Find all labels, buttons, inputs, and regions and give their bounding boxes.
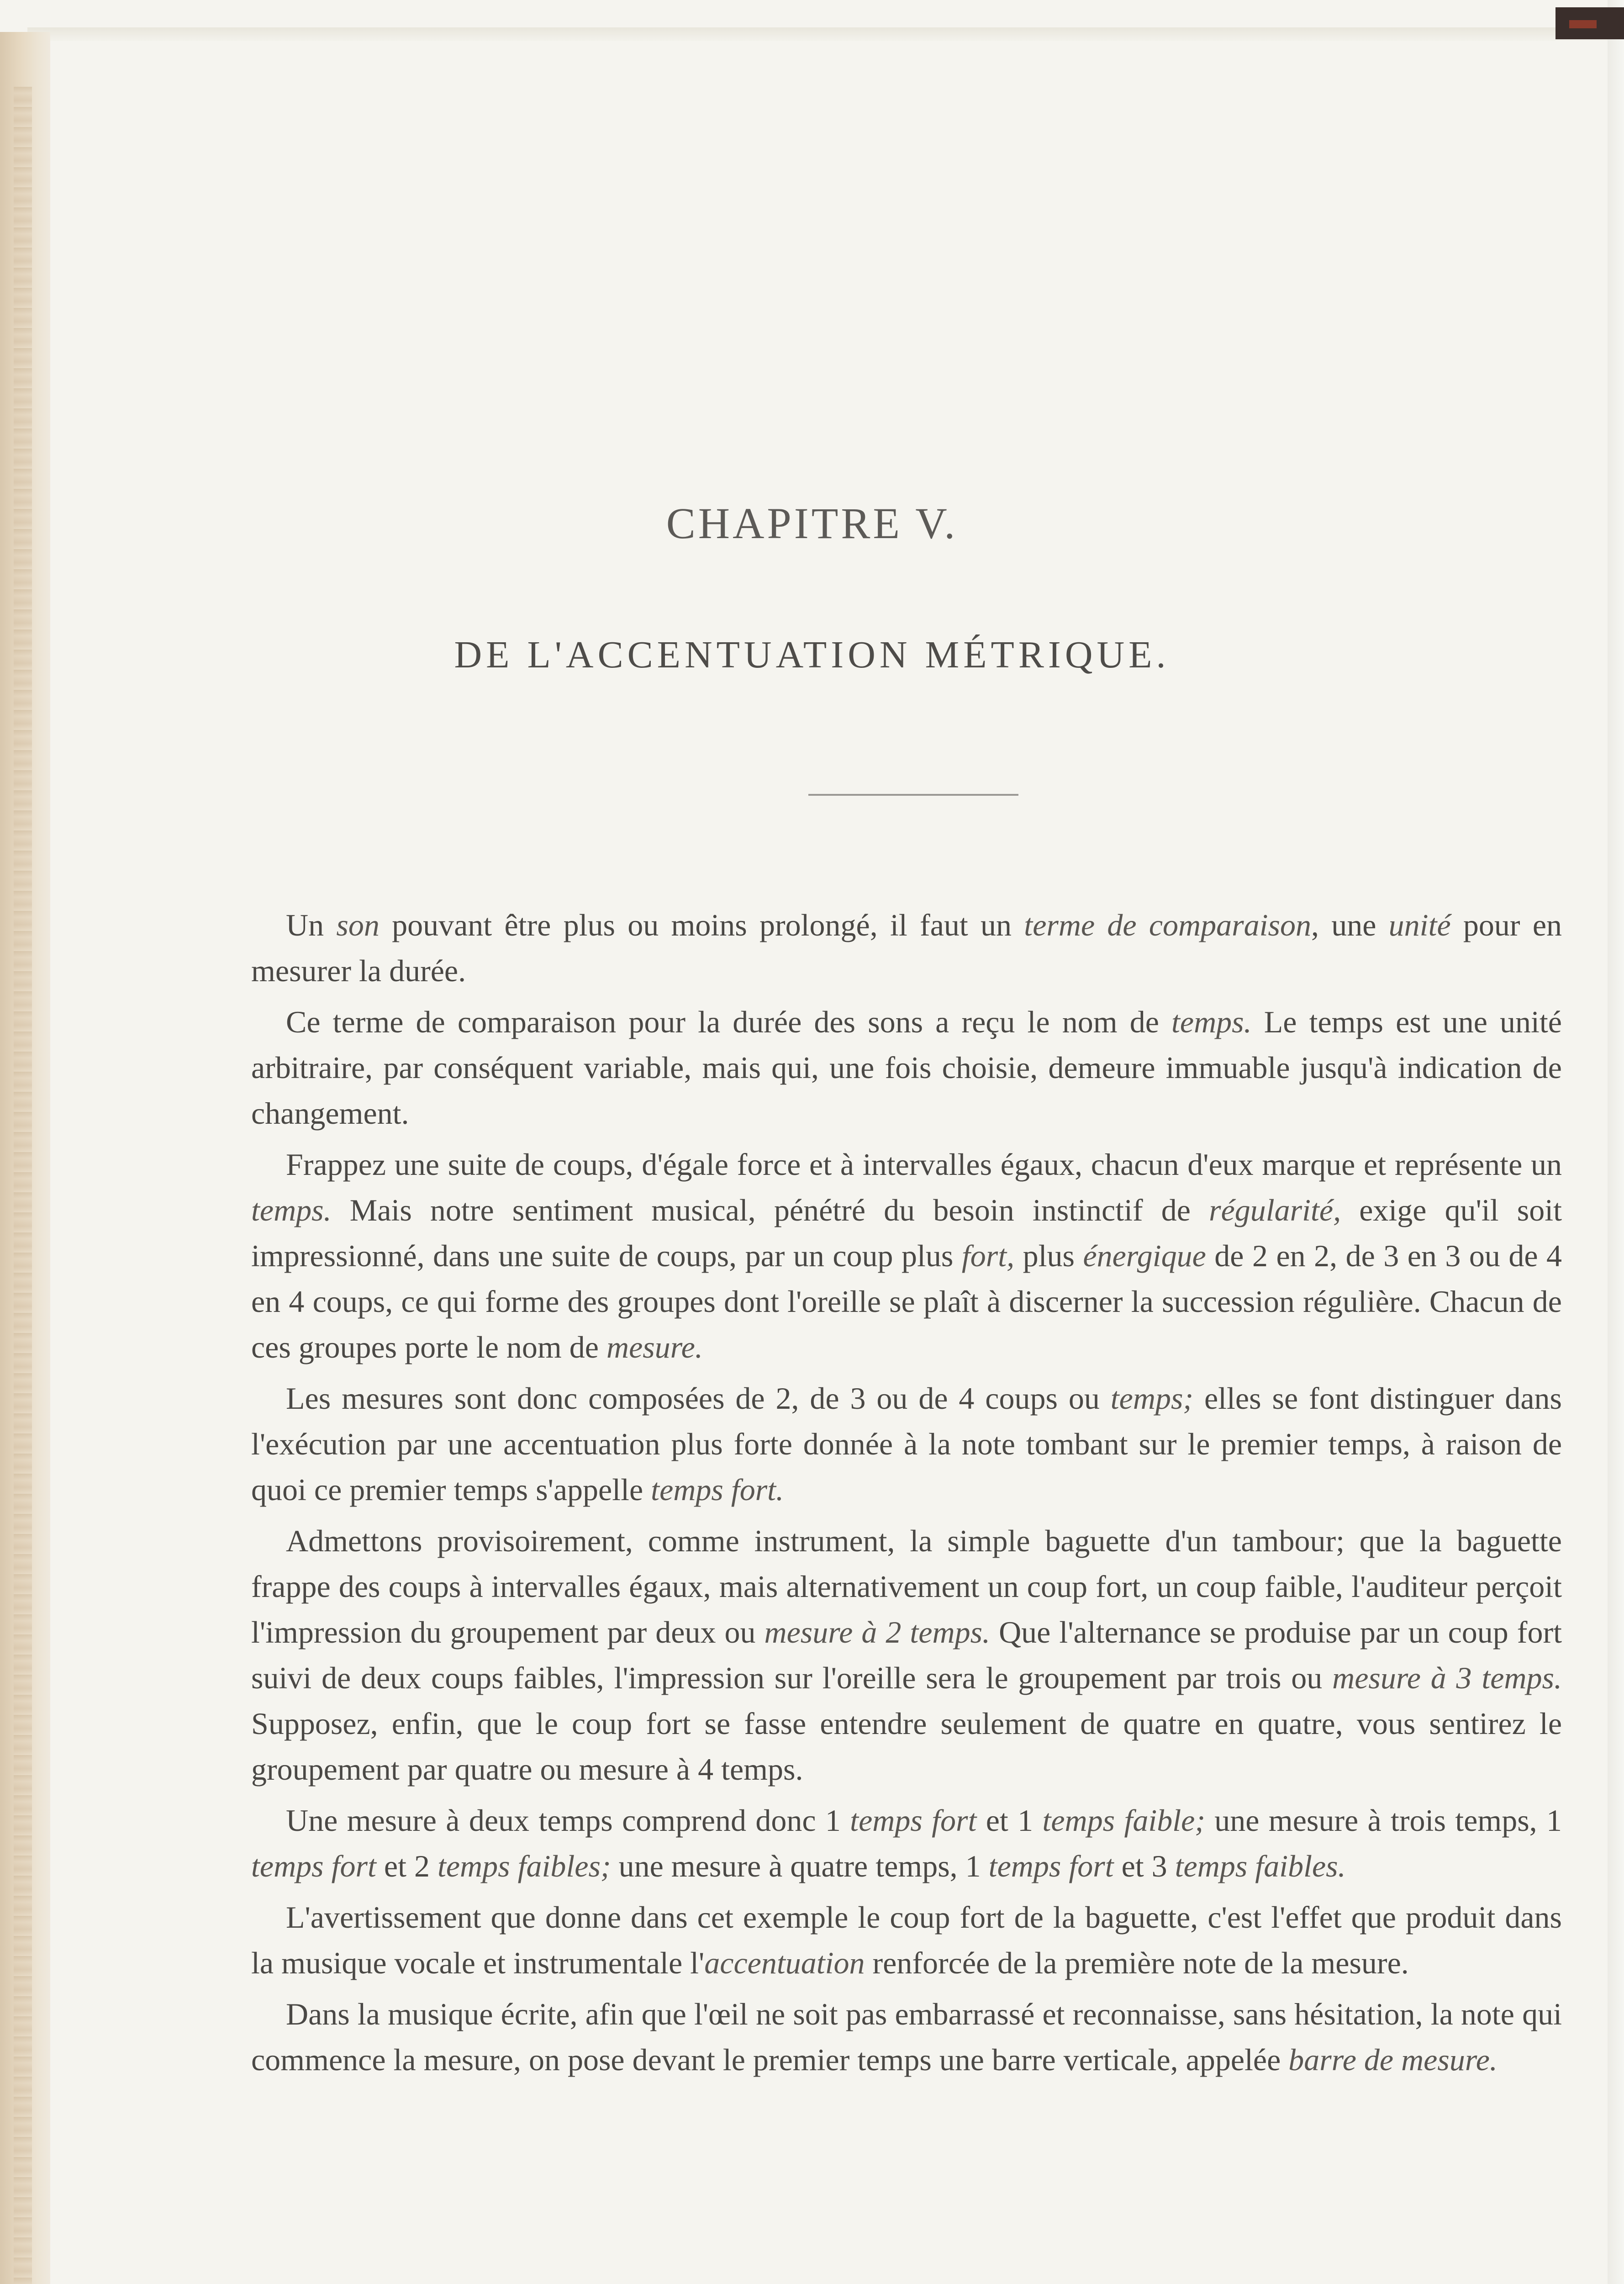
paragraph <box>251 1375 1562 1512</box>
text-run: Les mesures sont donc composées de 2, de 3 ou de 4 coups ou <box>286 1381 1111 1416</box>
text-run: , une <box>1311 908 1389 942</box>
text-run: Supposez, enfin, que le coup fort se fasse entendre seulement de quatre en quatre, vous sentirez le groupement par quatre ou mesure à 4 temps. <box>251 1706 1562 1787</box>
paragraph <box>251 902 1562 994</box>
book-binding-edge <box>0 32 50 2284</box>
italic-term: temps; <box>1110 1381 1194 1416</box>
italic-term: unité <box>1388 908 1451 942</box>
italic-term: régularité, <box>1209 1193 1341 1227</box>
text-run: Une mesure à deux temps comprend donc 1 <box>286 1803 850 1838</box>
italic-term: temps faible; <box>1042 1803 1205 1838</box>
paragraph <box>251 999 1562 1136</box>
italic-term: accentuation <box>704 1946 865 1980</box>
text-run: Un <box>286 908 337 942</box>
text-run: Frappez une suite de coups, d'égale force et à intervalles égaux, chacun d'eux marque et représente un <box>286 1147 1562 1182</box>
page-top-edge <box>27 27 1608 41</box>
page-right-edge <box>1608 0 1624 2284</box>
text-run: Mais notre sentiment musical, pénétré du besoin instinctif de <box>331 1193 1209 1227</box>
italic-term: temps fort. <box>651 1472 784 1507</box>
paragraph <box>251 1798 1562 1889</box>
text-run: exige qu'il soit impressionné, dans une suite de coups, par un coup plus <box>251 1193 1562 1273</box>
italic-term: temps fort <box>251 1849 376 1883</box>
body-text <box>251 902 1562 2088</box>
text-run: Dans la musique écrite, afin que l'œil ne soit pas embarrassé et reconnaisse, sans hésitation, la note qui commence la mesure, on pose devant le premier temps une barre verticale, appelée <box>251 1997 1562 2077</box>
italic-term: terme de comparaison <box>1024 908 1311 942</box>
text-run: une mesure à trois temps, 1 <box>1205 1803 1562 1838</box>
text-run: renforcée de la première note de la mesure. <box>865 1946 1409 1980</box>
paragraph <box>251 1894 1562 1986</box>
text-run: Le temps est une unité arbitraire, par conséquent variable, mais qui, une fois choisie, demeure immuable jusqu'à indication de changement. <box>251 1005 1562 1131</box>
chapter-subtitle: DE L'ACCENTUATION MÉTRIQUE. <box>454 634 1170 676</box>
italic-term: temps fort <box>988 1849 1114 1883</box>
text-run: pouvant être plus ou moins prolongé, il faut un <box>379 908 1024 942</box>
italic-term: temps faibles. <box>1175 1849 1346 1883</box>
italic-term: fort, <box>961 1238 1015 1273</box>
text-run: Que l'alternance se produise par un coup fort suivi de deux coups faibles, l'impression sur l'oreille sera le groupement par trois ou <box>251 1615 1562 1695</box>
text-run: et 3 <box>1113 1849 1175 1883</box>
italic-term: temps. <box>1171 1005 1252 1039</box>
italic-term: temps fort <box>850 1803 977 1838</box>
italic-term: son <box>336 908 380 942</box>
text-run: plus <box>1014 1238 1083 1273</box>
text-run: pour en mesurer la durée. <box>251 908 1562 988</box>
text-run: et 1 <box>976 1803 1043 1838</box>
paragraph <box>251 1518 1562 1792</box>
text-run: une mesure à quatre temps, 1 <box>611 1849 989 1883</box>
text-run: Ce terme de comparaison pour la durée des sons a reçu le nom de <box>286 1005 1171 1039</box>
italic-term: mesure à 3 temps. <box>1332 1660 1562 1695</box>
chapter-title: CHAPITRE V. <box>666 499 958 548</box>
italic-term: mesure à 2 temps. <box>764 1615 991 1650</box>
text-run: Admettons provisoirement, comme instrument, la simple baguette d'un tambour; que la baguette frappe des coups à intervalles égaux, mais alternativement un coup fort, un coup faible, l'auditeur perçoit l'impression du groupement par deux ou <box>251 1523 1562 1650</box>
italic-term: énergique <box>1083 1238 1206 1273</box>
text-run: L'avertissement que donne dans cet exemple le coup fort de la baguette, c'est l'effet que produit dans la musique vocale et instrumentale l' <box>251 1900 1562 1980</box>
italic-term: barre de mesure. <box>1288 2042 1497 2077</box>
paragraph <box>251 1142 1562 1370</box>
paragraph <box>251 1991 1562 2083</box>
italic-term: temps faibles; <box>437 1849 611 1883</box>
binding-texture <box>14 87 32 2284</box>
scan-corner-mark-top <box>1555 7 1624 39</box>
text-run: de 2 en 2, de 3 en 3 ou de 4 en 4 coups, ce qui forme des groupes dont l'oreille se plaît à discerner la succession régulière. Chacun de ces groupes porte le nom de <box>251 1238 1562 1364</box>
title-divider-rule <box>808 794 1018 796</box>
italic-term: mesure. <box>606 1330 703 1364</box>
italic-term: temps. <box>251 1193 332 1227</box>
text-run: elles se font distinguer dans l'exécution par une accentuation plus forte donnée à la note tombant sur le premier temps, à raison de quoi ce premier temps s'appelle <box>251 1381 1562 1507</box>
text-run: et 2 <box>376 1849 438 1883</box>
